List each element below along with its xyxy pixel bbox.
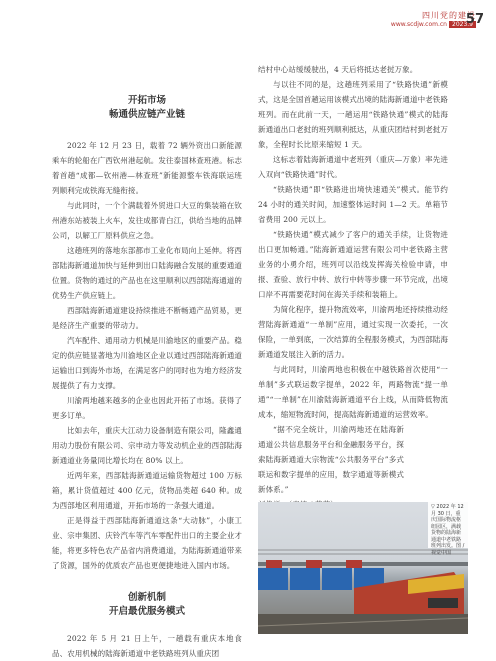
paragraph: 这趟班列的落地东部都市工业化布局向上延伸。将西部陆海新通道加快与延伸到出口陆海融合发展的重要通道位置。货物的通过的产品也在这里顺利以西部陆海通道的优势生产供应链上。 [52,246,242,300]
paragraph-continued: 结村中心站缓缓驶出，4 天后将抵达老挝万象。 [258,65,418,74]
section-title-line2: 畅通供应链产业链 [108,109,185,120]
magazine-url-text: www.scdjw.com.cn [390,21,447,28]
section-title-line1: 创新机制 [127,592,166,603]
section-heading-market [52,94,242,122]
magazine-header [391,10,476,28]
paragraph: 正是得益于西部陆海新通道这条“大动脉”，小康工业、宗申集团、庆铃汽车等汽车零配件出口的主要企业才能，将更多特色农产品省内消费通道，为陆海新通道带来了货源，国外的优质农产品也更便捷地进入国内市场。 [52,516,242,570]
section-heading-innovation [52,591,242,619]
paragraph: 这标志着陆海新通道中老班列（重庆—万象）率先进入双向“铁路快通”时代。 [258,155,448,179]
section-title-line1: 开拓市场 [127,95,166,106]
paragraph: “铁路快通”模式减少了客户的通关手续，让货物进出口更加畅通。”陆海新通道运营有限公司中老铁路主营业务的小勇介绍，班列可以沿线发挥海关检验申请，申报、查验、放行中转、放行中转等步骤一环节完成，出境口岸不再需要花时间在海关手续和装箱上。 [258,230,448,299]
paragraph: 2022 年 5 月 21 日上午，一趟载有重庆本地食品、农用机械的陆海新通道中老铁路班列从重庆团 [52,634,242,658]
right-column [258,62,448,512]
paragraph: 汽车配件、通用动力机械是川渝地区的重要产品。稳定的供应链显著地为川渝地区企业以通过西部陆海新通道运输出口到海外市场，在满足客户的同时也为地方经济发展提供了有力支撑。 [52,336,242,390]
paragraph: “据不完全统计，川渝两地还在陆海新通道公共信息服务平台和金融服务平台，探索陆海新通道大宗物流“公共服务平台”多式联运和数字提单的应用，数字通道等新模式新体系。” [258,425,404,494]
paragraph: 近两年来，西部陆海新通道运输货物超过 100 万标箱，累计货值超过 400 亿元，货物品类超 640 种。成为西部地区利用通道，开拓市场的一条强大通道。 [52,471,242,510]
paragraph: 西部陆海新通道建设持续推进不断畅通产品贸易，更是经济生产重要的带动力。 [52,306,242,330]
train-photo [258,502,468,634]
paragraph: 与以往不同的是，这趟班列采用了“铁路快通”新模式，这是全国首趟运用该模式出境的陆海新通道中老铁路班列。而在此前一天，一趟运用“铁路快通”模式的陆海新通道出口老挝的班列顺利抵达，从重庆团结村到老挝万象，全程时长比原来缩短 1 天。 [258,80,448,149]
paragraph: 2022 年 12 月 23 日，载着 72 辆外资出口新能源乘车的轮船在广西钦州港起航。发往泰国林查班港。标志着首趟“成都—钦州港—林查班”新能源整车铁海联运班列顺利完成铁海无缝衔接。 [52,141,242,195]
page-number: 57 [465,12,484,27]
paragraph: 为简化程序，提升物流效率，川渝两地还持续推动经营陆海新通道“一单制”应用，通过实现一次委托，一次保险，一单到底，一次结算的全程服务模式，为西部陆海新通道发展注入新的活力。 [258,305,448,359]
magazine-name: 四川党的建设 [422,11,476,20]
magazine-url [391,21,476,28]
paragraph: 川渝两地越来越多的企业也因此开拓了市场。获得了更多订单。 [52,396,242,420]
paragraph: 与此同时，川渝两地也积极在中越铁路首次使用“一单制”多式联运数字提单，2022 年，两路物流“提一单通”“一单制”在川渝陆海新通道平台上线，从而降低物流成本，缩短物流时间，提高陆海新通道的运营效率。 [258,365,448,419]
photo-caption: ▽ 2022 年 12 月 30 日，重庆国际物流枢纽园区，满载货物的陆海新通道中老铁路班列出发。图 / 视觉中国 [428,502,468,548]
paragraph: “铁路快通”即“铁路进出境快速通关”模式。能节约 24 小时的通关时间，加速整体运时间 1—2 天。单箱节省费用 200 元以上。 [258,185,448,224]
left-column [52,94,242,661]
paragraph: 与此同时，一个个满载着外贸进口大豆的集装箱在钦州港东站被装上火车，发往成都青白江，供给当地的品牌公司，以解工厂原料供应之急。 [52,201,242,240]
section-title-line2: 开启最优服务模式 [108,606,185,617]
paragraph: 比如去年，重庆大江动力设备制造有限公司，隆鑫通用动力股份有限公司、宗申动力等发动机企业的西部陆海新通道业务量同比增长均在 80% 以上。 [52,426,242,465]
issue-badge: 2023.9 [449,21,476,28]
